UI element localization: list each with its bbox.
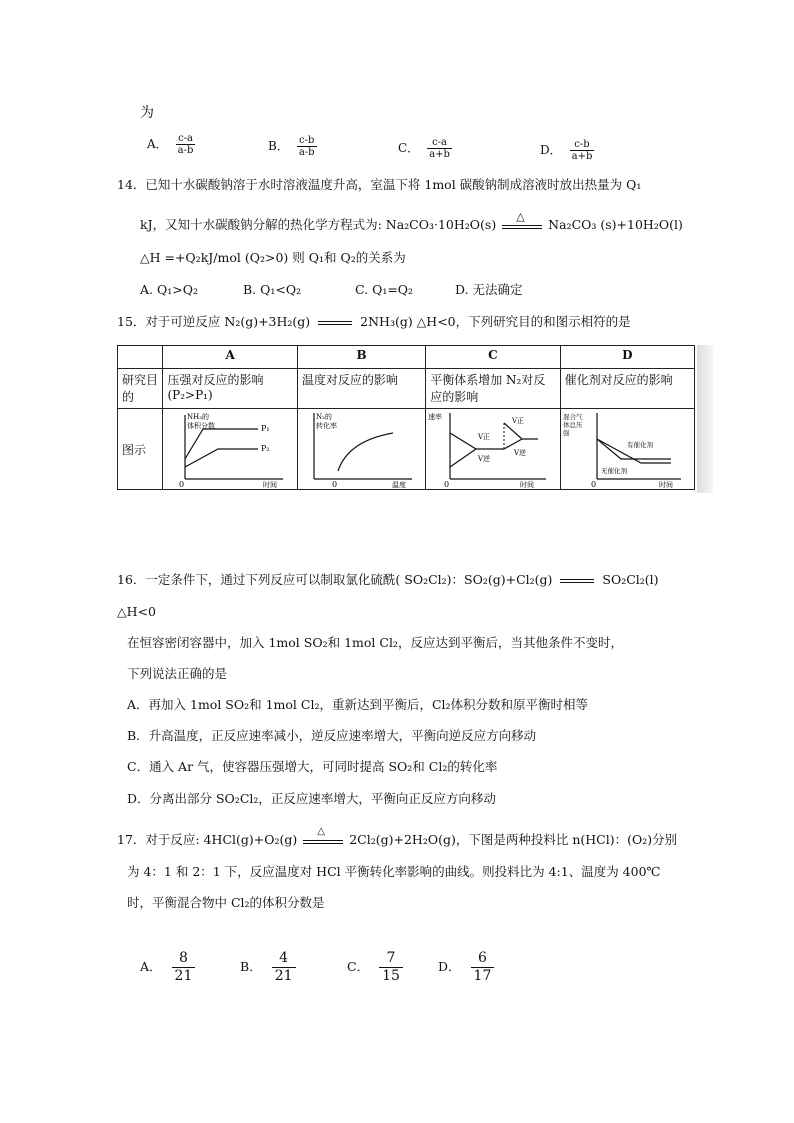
q17-option-b: B． $\frac{4}{21}$ <box>240 950 296 985</box>
q15-header-blank <box>118 346 163 369</box>
graph-a-curve-p1 <box>185 429 258 459</box>
q15-header-c: C <box>426 346 560 369</box>
q14-option-c: C. Q₁=Q₂ <box>355 282 414 297</box>
q15-header-b: B <box>297 346 425 369</box>
graph-d-ylabel1: 混合气 <box>562 413 583 421</box>
graph-c-origin: 0 <box>444 480 450 489</box>
graph-d-origin: 0 <box>590 480 596 489</box>
q13-option-c: C． $\frac{c-a}{a+b}$ <box>398 137 450 160</box>
q13-tail: 为 <box>140 105 154 121</box>
graph-b-ylabel2: 转化率 <box>315 422 337 430</box>
graph-c-vz2-label: V正 <box>512 417 525 425</box>
graph-c-xlabel: 时间 <box>520 481 535 489</box>
graph-b-xlabel: 温度 <box>391 481 406 489</box>
graph-d-ylabel2: 体总压 <box>562 421 583 429</box>
q13-option-a: A． $\frac{c-a}{a-b}$ <box>147 133 194 156</box>
q16-option-c: C．通入 Ar 气，使容器压强增大，可同时提高 SO₂和 Cl₂的转化率 <box>127 759 498 774</box>
q16-line4: 下列说法正确的是 <box>127 666 228 681</box>
q16-line3: 在恒容密闭容器中，加入 1mol SO₂和 1mol Cl₂，反应达到平衡后，当其他条件不变时， <box>127 635 623 650</box>
q16-line2: △H<0 <box>117 604 156 619</box>
q17-option-d: D． $\frac{6}{17}$ <box>438 950 494 985</box>
q15-purpose-d: 催化剂对反应的影响 <box>560 369 694 409</box>
graph-a-curve-p2 <box>185 449 258 467</box>
q14-option-d: D. 无法确定 <box>455 282 523 297</box>
graph-d-xlabel: 时间 <box>658 481 673 489</box>
graph-a-p1-label: P₁ <box>261 424 271 433</box>
graph-c-vn1 <box>450 449 476 467</box>
graph-b-ylabel1: N₂的 <box>315 413 332 421</box>
q14-line1: 14．已知十水碳酸钠溶于水时溶液温度升高，室温下将 1mol 碳酸钠制成溶液时放出热量为 Q₁ <box>117 177 642 192</box>
q15-graph-b <box>297 409 425 490</box>
graph-a-ylabel1: NH₃的 <box>187 413 210 421</box>
q15-stem: 15．对于可逆反应 N₂(g)+3H₂(g) 2NH₃(g) △H<0，下列研究目的和图示相符的是 <box>117 314 631 329</box>
q14-line3: △H =+Q₂kJ/mol (Q₂>0) 则 Q₁和 Q₂的关系为 <box>140 250 406 265</box>
q13-option-b: B． $\frac{c-b}{a-b}$ <box>268 135 315 158</box>
graph-a-origin: 0 <box>179 480 185 489</box>
q15-graph-a <box>163 409 297 490</box>
q17-line1: 17．对于反应: 4HCl(g)+O₂(g) △ 2Cl₂(g)+2H₂O(g)，下图是两种投料比 n(HCl)：(O₂)分别 <box>117 825 678 847</box>
q15-row-label-graph: 图示 <box>118 409 163 490</box>
q16-option-a: A．再加入 1mol SO₂和 1mol Cl₂，重新达到平衡后，Cl₂体积分数和原平衡时相等 <box>127 697 589 712</box>
q15-purpose-c: 平衡体系增加 N₂对反应的影响 <box>426 369 560 409</box>
graph-d-cat-label: 有催化剂 <box>626 441 653 449</box>
graph-c-ylabel: 速率 <box>428 413 443 421</box>
q15-purpose-b: 温度对反应的影响 <box>297 369 425 409</box>
q14-option-b: B. Q₁<Q₂ <box>243 282 302 297</box>
q14-line2: kJ，又知十水碳酸钠分解的热化学方程式为: Na₂CO₃·10H₂O(s) △ Na₂CO₃ (s)+10H₂O(l) <box>140 209 683 232</box>
graph-d-nocat-label: 无催化剂 <box>600 467 627 475</box>
q15-header-a: A <box>163 346 297 369</box>
q15-purpose-a: 压强对反应的影响 (P₂>P₁) <box>163 369 297 409</box>
q17-option-a: A． $\frac{8}{21}$ <box>140 950 195 985</box>
q16-line1: 16．一定条件下，通过下列反应可以制取氯化硫酰( SO₂Cl₂)：SO₂(g)+Cl₂(g) SO₂Cl₂(l) <box>117 572 659 587</box>
graph-a-ylabel2: 体积分数 <box>187 422 216 430</box>
graph-c-vn2-label: V逆 <box>514 449 527 457</box>
graph-c-vn1-label: V逆 <box>478 455 491 463</box>
q15-row-label-purpose: 研究目的 <box>118 369 163 409</box>
q16-option-b: B．升高温度，正反应速率减小，逆反应速率增大，平衡向逆反应方向移动 <box>127 728 537 743</box>
graph-c-vn2 <box>504 439 522 449</box>
q17-option-c: C． $\frac{7}{15}$ <box>347 950 403 985</box>
q14-option-a: A. Q₁>Q₂ <box>140 282 198 297</box>
q15-graph-d <box>560 409 694 490</box>
q15-graph-c <box>426 409 560 490</box>
graph-a-xlabel: 时间 <box>263 481 278 489</box>
graph-c-vz1-label: V正 <box>478 433 491 441</box>
q15-table <box>117 345 695 490</box>
graph-b-curve <box>338 433 393 471</box>
graph-a-p2-label: P₂ <box>261 444 271 453</box>
scan-edge <box>697 345 713 493</box>
q16-option-d: D．分离出部分 SO₂Cl₂，正反应速率增大，平衡向正反应方向移动 <box>127 791 496 806</box>
graph-b-origin: 0 <box>331 480 337 489</box>
graph-c-vz1 <box>450 433 504 449</box>
graph-d-ylabel3: 强 <box>562 429 570 437</box>
q15-header-d: D <box>560 346 694 369</box>
q13-option-d: D． $\frac{c-b}{a+b}$ <box>540 139 593 162</box>
q17-line2: 为 4：1 和 2：1 下，反应温度对 HCl 平衡转化率影响的曲线。则投料比为 4:1、温度为 400℃ <box>127 864 661 879</box>
q17-line3: 时，平衡混合物中 Cl₂的体积分数是 <box>127 895 325 910</box>
graph-c-vz2 <box>504 423 538 439</box>
